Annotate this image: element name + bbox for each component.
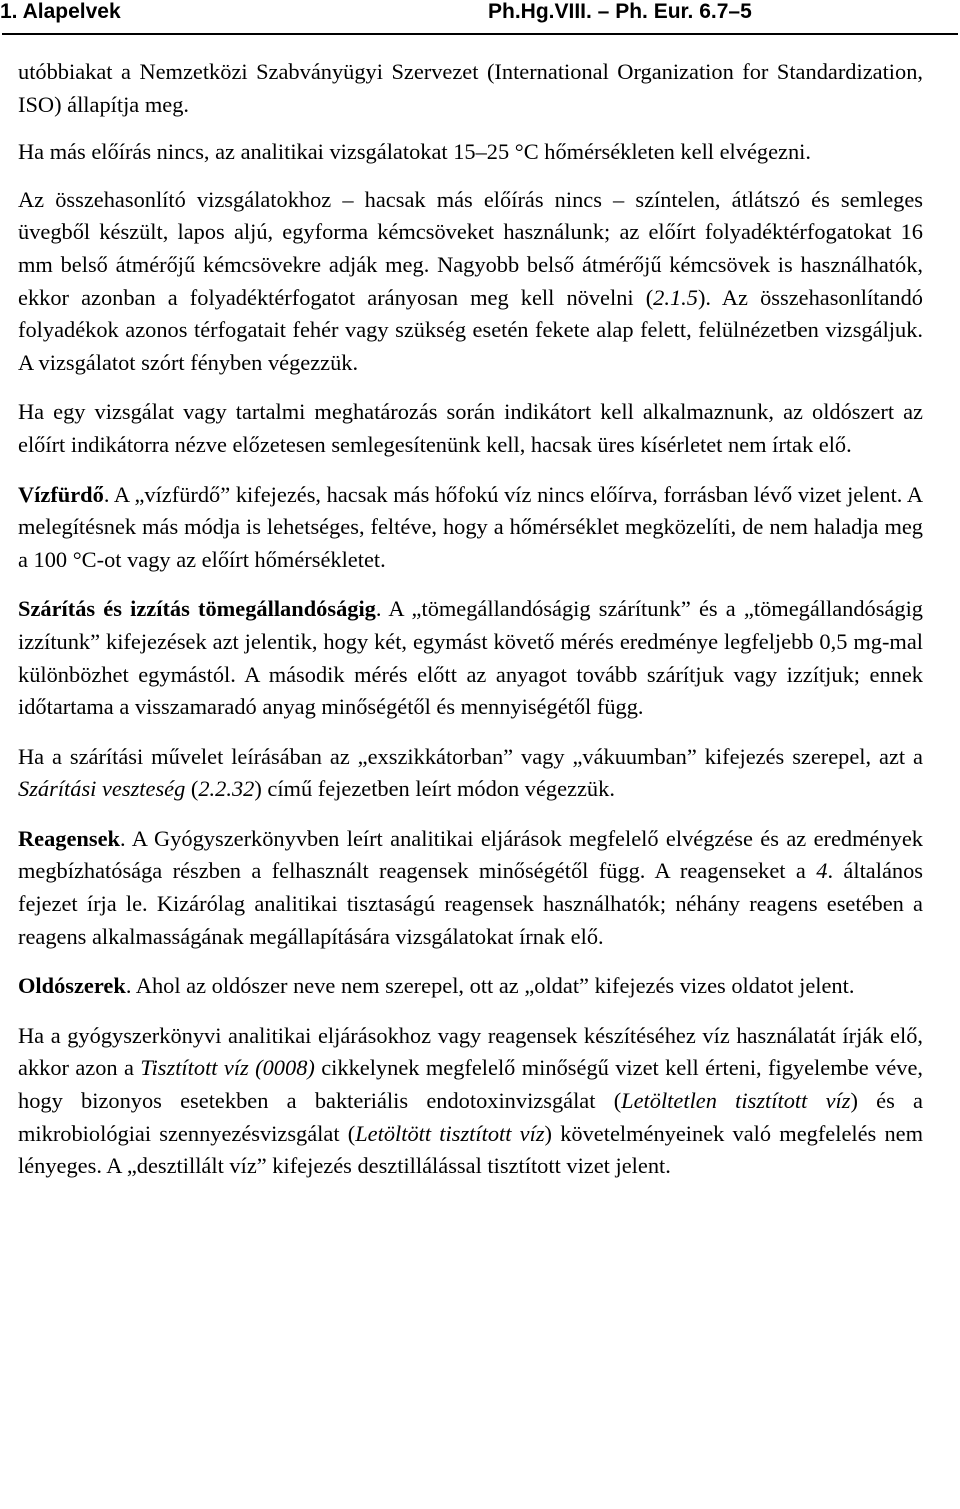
paragraph-constant-mass: Szárítás és izzítás tömegállandóságig. A „tömegállandóságig szárítunk” és a „tömegállandóságig izzítunk” kifejezések azt jelentik, hogy két, egymást követő mérés eredménye legfeljebb 0,5 mg-mal különbözhet egymástól. A második mérés előtt az anyagot tovább szárítjuk vagy izzítjuk; ennek időtartama a visszamaradó anyag minőségétől és mennyiségétől függ. [18, 596, 923, 720]
chapter-title-italic: Szárítási veszteség [18, 776, 186, 802]
monograph-reference: Letöltetlen tisztított víz [621, 1088, 851, 1114]
paragraph-desiccator: Ha a szárítási művelet leírásában az „exszikkátorban” vagy „vákuumban” kifejezés szerepel, azt a Szárítási veszteség (2.2.32) című fejezetben leírt módon végezzük. [18, 743, 923, 802]
page-header [0, 0, 960, 34]
monograph-reference: Tisztított víz (0008) [140, 1055, 315, 1081]
section-reference: 2.2.32 [198, 776, 255, 802]
chapter-title: 1. Alapelvek [0, 0, 121, 23]
section-reference: 2.1.5 [653, 284, 698, 310]
section-reference: 4 [816, 858, 828, 884]
paragraph-purified-water: Ha a gyógyszerkönyvi analitikai eljárásokhoz vagy reagensek készítéséhez víz használatát írják elő, akkor azon a Tisztított víz (0008) cikkelynek megfelelő minőségű vizet kell érteni, figyelembe véve, hogy bizonyos esetekben a bakteriális endotoxinvizsgálat (Letöltetlen tisztított víz) és a mikrobiológiai szennyezésvizsgálat (Letöltött tisztított víz) követelményeinek való megfelelés nem lényeges. A „desztillált víz” kifejezés desztillálással tisztított vizet jelent. [18, 1022, 923, 1179]
pharmacopoeia-reference: Ph.Hg.VIII. – Ph. Eur. 6.7–5 [488, 0, 752, 23]
document-body [18, 56, 923, 1183]
paragraph-comparison-tubes: Az összehasonlító vizsgálatokhoz – hacsak más előírás nincs – színtelen, átlátszó és semleges üvegből készült, lapos aljú, egyforma kémcsöveket használunk; az előírt folyadéktérfogatokat 16 mm belső átmérőjű kémcsövekre adják meg. Nagyobb belső átmérőjű kémcsövek is használhatók, ekkor azonban a folyadéktérfogatot arányosan meg kell növelni (2.1.5). Az összehasonlítandó folyadékok azonos térfogatait fehér vagy szükség esetén fekete alap felett, felülnézetben vizsgáljuk. A vizsgálatot szórt fényben végezzük. [18, 186, 923, 375]
term-heading: Reagensek [18, 825, 120, 851]
paragraph-indicator: Ha egy vizsgálat vagy tartalmi meghatározás során indikátort kell alkalmaznunk, az oldószert az előírt indikátorra nézve előzetesen semlegesítenünk kell, hacsak üres kísérletet nem írtak elő. [18, 399, 923, 457]
paragraph-reagents: Reagensek. A Gyógyszerkönyvben leírt analitikai eljárások megfelelő elvégzése és az eredmények megbízhatósága részben a felhasznált reagensek minőségétől függ. A reagenseket a 4. általános fejezet írja le. Kizárólag analitikai tisztaságú reagensek használhatók; néhány reagens esetében a reagens alkalmasságának megállapítására vizsgálatokat írnak elő. [18, 825, 923, 949]
paragraph-solvents: Oldószerek. Ahol az oldószer neve nem szerepel, ott az „oldat” kifejezés vizes oldatot jelent. [18, 973, 855, 999]
paragraph-water-bath: Vízfürdő. A „vízfürdő” kifejezés, hacsak más hőfokú víz nincs előírva, forrásban lévő vizet jelent. A melegítésnek más módja is lehetséges, feltéve, hogy a hőmérséklet megközelíti, de nem haladja meg a 100 °C-ot vagy az előírt hőmérsékletet. [18, 481, 923, 572]
header-rule [2, 33, 958, 35]
paragraph-iso: utóbbiakat a Nemzetközi Szabványügyi Szervezet (International Organization for Standardization, ISO) állapítja meg. [18, 59, 923, 117]
monograph-reference: Letöltött tisztított víz [355, 1120, 545, 1146]
paragraph-temperature: Ha más előírás nincs, az analitikai vizsgálatokat 15–25 °C hőmérsékleten kell elvégezni. [18, 139, 811, 165]
term-heading: Szárítás és izzítás tömegállandóságig [18, 596, 376, 622]
term-heading: Vízfürdő [18, 481, 104, 507]
term-heading: Oldószerek [18, 973, 126, 999]
